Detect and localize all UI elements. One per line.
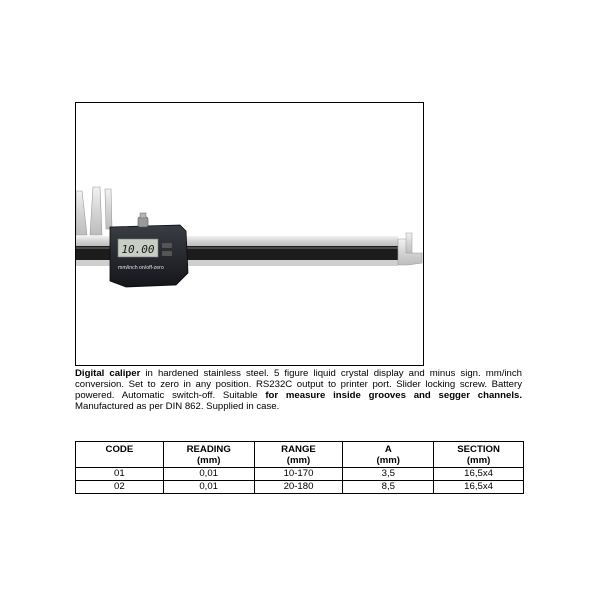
table-header-row bbox=[76, 442, 524, 468]
description-body: in hardened stainless steel. 5 figure liquid crystal display and minus sign. mm/inch conversion. Set to zero in any position. RS232C output to printer port. Slider locking screw. Battery powered. Automatic switch-off. Suitable bbox=[75, 368, 522, 401]
header-section: SECTION (mm) bbox=[434, 442, 524, 468]
product-image-frame bbox=[75, 102, 424, 366]
cell-a: 3,5 bbox=[343, 468, 434, 481]
specification-table bbox=[75, 441, 524, 494]
cell-section: 16,5x4 bbox=[434, 481, 524, 494]
caliper-slider-jaw bbox=[105, 189, 112, 229]
header-range: RANGE (mm) bbox=[254, 442, 343, 468]
product-description bbox=[75, 368, 522, 412]
cell-reading: 0,01 bbox=[163, 468, 254, 481]
display-button-labels: mm/inch on/off-zero bbox=[118, 265, 164, 271]
description-footer: Manufactured as per DIN 862. Supplied in case. bbox=[75, 401, 280, 412]
caliper-fixed-jaw bbox=[76, 191, 87, 235]
header-reading: READING (mm) bbox=[163, 442, 254, 468]
cell-code: 02 bbox=[76, 481, 164, 494]
lcd-reading: 10.00 bbox=[121, 243, 155, 256]
cell-range: 20-180 bbox=[254, 481, 343, 494]
mm-inch-button bbox=[162, 243, 172, 248]
table-row bbox=[76, 468, 524, 481]
description-highlight: for measure inside grooves and segger channels. bbox=[265, 390, 523, 401]
cell-range: 10-170 bbox=[254, 468, 343, 481]
cell-reading: 0,01 bbox=[163, 481, 254, 494]
digital-caliper-photo bbox=[76, 103, 423, 365]
header-a: A (mm) bbox=[343, 442, 434, 468]
locking-screw bbox=[138, 217, 148, 227]
description-title: Digital caliper bbox=[75, 368, 141, 379]
zero-button bbox=[162, 251, 172, 256]
caliper-fixed-jaw-inner bbox=[90, 187, 102, 235]
cell-section: 16,5x4 bbox=[434, 468, 524, 481]
header-code: CODE bbox=[76, 442, 164, 468]
cell-code: 01 bbox=[76, 468, 164, 481]
table-row bbox=[76, 481, 524, 494]
cell-a: 8,5 bbox=[343, 481, 434, 494]
